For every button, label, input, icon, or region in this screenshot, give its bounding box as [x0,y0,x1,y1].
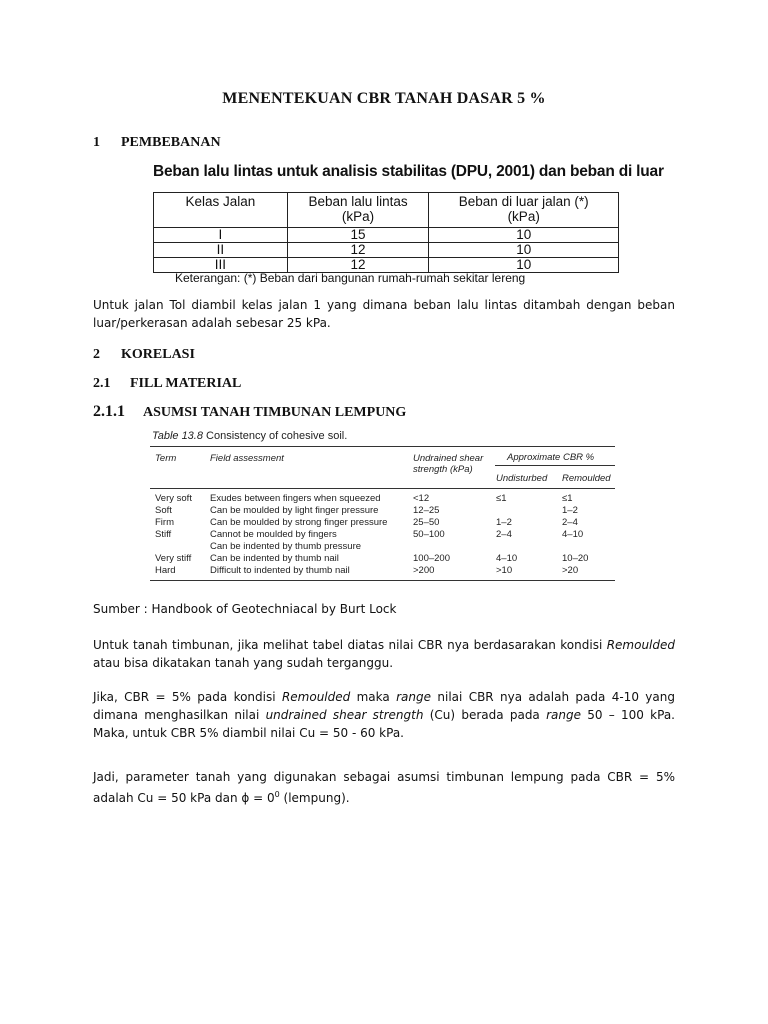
column-header: Kelas Jalan [154,193,288,228]
superscript: 0 [274,790,280,799]
table-cell: >10 [496,565,513,576]
text-run: (lempung). [279,791,350,805]
table-row [154,228,619,243]
text-run-italic: range [396,690,432,704]
text-run: (Cu) berada pada [423,708,547,722]
section-title: ASUMSI TANAH TIMBUNAN LEMPUNG [143,405,407,420]
column-header: Beban di luar jalan (*) (kPa) [429,193,619,228]
table-cell: ≤1 [562,493,573,504]
table-cell: I [154,228,288,243]
section-2-1-heading [93,376,241,392]
table-cell: 2–4 [562,517,578,528]
table-header-row [154,193,619,228]
text-run: Jadi, parameter tanah yang digunakan sebagai asumsi timbunan lempung pada CBR = 5% adalah Cu = 50 kPa dan ϕ = 0 [93,770,675,805]
table-cell: >200 [413,565,435,576]
paragraph-traffic-load: Untuk jalan Tol diambil kelas jalan 1 yang dimana beban lalu lintas ditambah dengan beban luar/perkerasan adalah sebesar 25 kPa. [93,298,675,330]
table-cell: Can be moulded by light finger pressure [210,505,379,516]
column-header: Remoulded [562,473,611,484]
paragraph-remoulded [93,636,675,672]
table-label: Table 13.8 [152,430,203,442]
table-cell: 10 [429,258,619,273]
section-title: KORELASI [121,347,195,362]
table-cell: Difficult to indented by thumb nail [210,565,350,576]
section-number: 2 [93,347,100,362]
column-header: Undisturbed [496,473,548,484]
table-cell: 1–2 [562,505,578,516]
table-cell: II [154,243,288,258]
text-run: atau bisa dikatakan tanah yang sudah terganggu. [93,656,394,670]
table-cell: Very stiff [155,553,192,564]
table-cell: 25–50 [413,517,440,528]
table-cell: 12 [287,258,429,273]
table-cell: 12 [287,243,429,258]
section-number: 1 [93,135,100,150]
column-header: Approximate CBR % [507,452,595,463]
table-cell: Cannot be moulded by fingers [210,529,337,540]
text-run: Untuk tanah timbunan, jika melihat tabel diatas nilai CBR nya berdasarakan kondisi [93,638,607,652]
section-title: FILL MATERIAL [130,376,242,391]
text-run: Jika, CBR = 5% pada kondisi [93,690,282,704]
table-rule [150,580,615,581]
table-cell: 10–20 [562,553,589,564]
table-cell: 1–2 [496,517,512,528]
table-rule [495,465,615,466]
table1-caption: Beban lalu lintas untuk analisis stabilitas (DPU, 2001) dan beban di luar [153,163,664,180]
table-cell: Very soft [155,493,192,504]
table-cell: 4–10 [496,553,518,564]
text-run: 50 – 100 kPa. Maka, untuk CBR 5% diambil nilai Cu = 50 - 60 kPa. [93,708,675,740]
traffic-load-table [153,192,619,273]
table2-caption [152,430,347,442]
text-run-italic: Remoulded [606,638,675,652]
table-cell: <12 [413,493,430,504]
table-cell: 10 [429,243,619,258]
column-header: Field assessment [210,453,284,464]
table-cell: 15 [287,228,429,243]
table-cell: III [154,258,288,273]
text-run-italic: range [546,708,581,722]
table-rule [150,446,615,447]
section-title: PEMBEBANAN [121,135,221,150]
document-title: MENENTEKUAN CBR TANAH DASAR 5 % [222,90,546,107]
text-run-italic: Remoulded [281,690,351,704]
section-number: 2.1 [93,376,111,391]
table-cell: 10 [429,228,619,243]
section-2-1-1-heading [93,403,406,421]
table-cell: ≤1 [496,493,507,504]
table-cell: 50–100 [413,529,445,540]
table-cell: 12–25 [413,505,440,516]
table-cell: Stiff [155,529,172,540]
table-row [154,243,619,258]
section-2-heading [93,347,195,363]
table-cell: Can be indented by thumb nail [210,553,339,564]
column-header: Undrained shear strength (kPa) [413,453,484,475]
table1-note: Keterangan: (*) Beban dari bangunan rumah-rumah sekitar lereng [175,271,526,285]
paragraph-cbr-range [93,688,675,742]
table-cell: 2–4 [496,529,512,540]
text-run: maka [350,690,397,704]
paragraph-conclusion [93,768,675,807]
table-cell: Can be indented by thumb pressure [210,541,362,552]
section-number: 2.1.1 [93,403,125,420]
column-header: Beban lalu lintas (kPa) [287,193,429,228]
column-header: Term [155,453,177,464]
section-1-heading [93,135,221,151]
table-cell: Firm [155,517,174,528]
table-cell: 100–200 [413,553,450,564]
table-cell: Soft [155,505,172,516]
table-cell: 4–10 [562,529,584,540]
table-cell: >20 [562,565,579,576]
text-run-italic: undrained shear strength [265,708,424,722]
table-cell: Hard [155,565,176,576]
source-citation: Sumber : Handbook of Geotechniacal by Burt Lock [93,602,397,616]
table-cell: Exudes between fingers when squeezed [210,493,381,504]
table-cell: Can be moulded by strong finger pressure [210,517,388,528]
table-caption-text: Consistency of cohesive soil. [206,430,348,442]
text-run: nilai CBR nya adalah pada 4-10 yang dimana menghasilkan nilai [93,690,675,722]
table-rule [150,488,615,489]
